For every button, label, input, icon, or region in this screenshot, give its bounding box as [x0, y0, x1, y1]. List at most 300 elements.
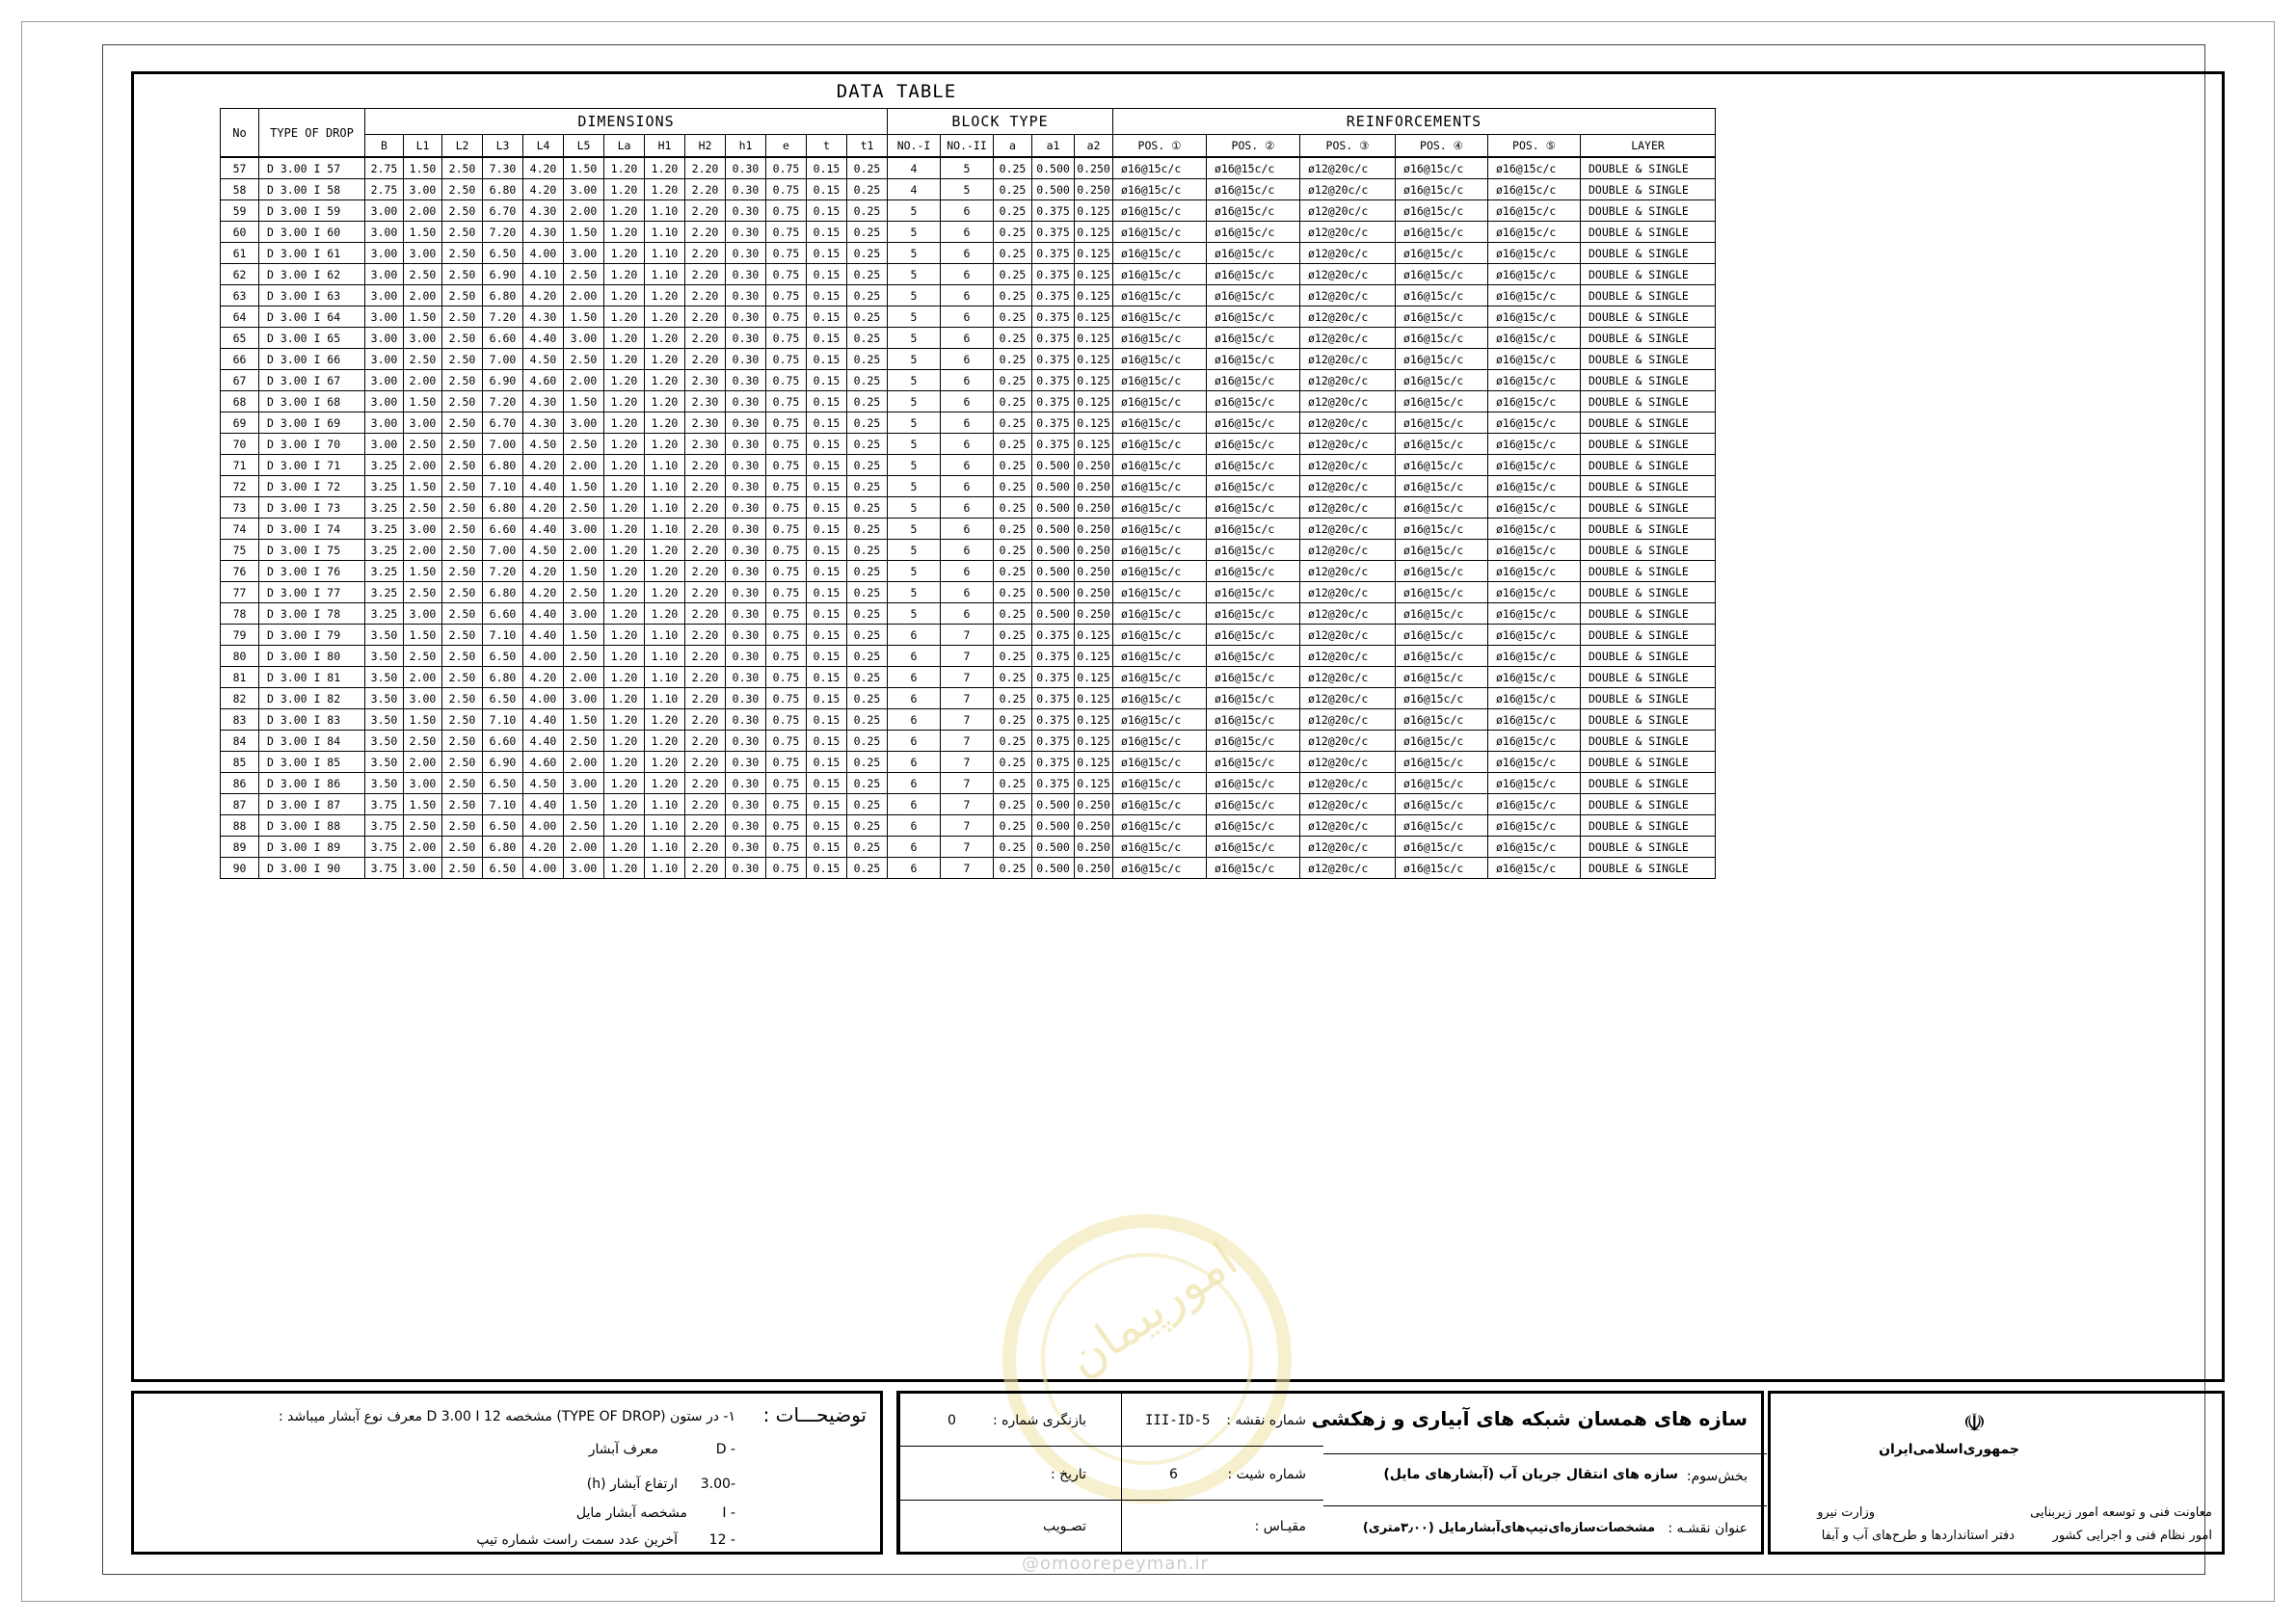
- table-cell: 1.20: [645, 603, 685, 625]
- table-cell: 2.50: [404, 731, 442, 752]
- table-cell: 6: [888, 752, 941, 773]
- table-row: [221, 773, 1716, 794]
- table-cell: D 3.00 I 79: [259, 625, 365, 646]
- table-cell: 0.25: [994, 412, 1032, 434]
- table-cell: 0.15: [807, 412, 847, 434]
- table-cell: ø16@15c/c: [1113, 731, 1207, 752]
- table-cell: ø16@15c/c: [1113, 646, 1207, 667]
- table-cell: 7.00: [483, 540, 523, 561]
- table-cell: 89: [221, 837, 259, 858]
- table-cell: 4.40: [523, 603, 564, 625]
- table-cell: ø16@15c/c: [1113, 837, 1207, 858]
- table-cell: ø16@15c/c: [1488, 370, 1581, 391]
- table-cell: 0.30: [726, 285, 766, 306]
- table-cell: 1.10: [645, 625, 685, 646]
- table-cell: 0.25: [994, 200, 1032, 222]
- table-cell: D 3.00 I 72: [259, 476, 365, 497]
- table-cell: ø16@15c/c: [1113, 222, 1207, 243]
- table-cell: ø16@15c/c: [1207, 157, 1300, 179]
- table-cell: 4.40: [523, 328, 564, 349]
- table-cell: DOUBLE & SINGLE: [1581, 582, 1716, 603]
- emblem-icon: ☫: [1962, 1409, 1986, 1438]
- table-cell: 2.00: [404, 285, 442, 306]
- table-cell: ø16@15c/c: [1113, 497, 1207, 519]
- table-cell: ø16@15c/c: [1488, 349, 1581, 370]
- table-row: [221, 455, 1716, 476]
- table-cell: 4.20: [523, 179, 564, 200]
- table-cell: 1.20: [604, 391, 645, 412]
- table-cell: 1.20: [604, 773, 645, 794]
- table-cell: 2.50: [442, 837, 483, 858]
- table-cell: 2.20: [685, 157, 726, 179]
- table-cell: ø16@15c/c: [1113, 582, 1207, 603]
- table-cell: ø16@15c/c: [1488, 306, 1581, 328]
- table-cell: 6: [941, 497, 994, 519]
- table-cell: 1.20: [645, 731, 685, 752]
- table-cell: ø16@15c/c: [1488, 858, 1581, 879]
- table-cell: 6: [888, 837, 941, 858]
- table-cell: 0.25: [847, 264, 888, 285]
- table-cell: 1.10: [645, 222, 685, 243]
- table-cell: 6: [941, 349, 994, 370]
- table-cell: DOUBLE & SINGLE: [1581, 497, 1716, 519]
- table-cell: D 3.00 I 68: [259, 391, 365, 412]
- table-cell: DOUBLE & SINGLE: [1581, 794, 1716, 815]
- table-cell: ø16@15c/c: [1396, 582, 1488, 603]
- table-cell: 3.50: [365, 688, 404, 709]
- table-cell: 1.20: [604, 688, 645, 709]
- table-cell: 0.75: [766, 370, 807, 391]
- table-cell: 6.50: [483, 243, 523, 264]
- scale-label: مقیـاس :: [1254, 1519, 1306, 1534]
- table-cell: 3.00: [564, 179, 604, 200]
- table-cell: 4.40: [523, 519, 564, 540]
- table-cell: 0.25: [994, 837, 1032, 858]
- table-cell: 0.125: [1075, 731, 1113, 752]
- table-cell: 0.375: [1032, 752, 1075, 773]
- table-cell: 2.50: [442, 370, 483, 391]
- table-cell: DOUBLE & SINGLE: [1581, 837, 1716, 858]
- table-cell: 1.50: [404, 157, 442, 179]
- table-cell: 6: [941, 412, 994, 434]
- table-cell: 1.20: [645, 157, 685, 179]
- table-cell: 1.20: [604, 370, 645, 391]
- table-cell: 3.00: [404, 412, 442, 434]
- table-cell: 0.25: [847, 837, 888, 858]
- table-row: [221, 540, 1716, 561]
- table-cell: 0.75: [766, 497, 807, 519]
- table-cell: 1.20: [645, 306, 685, 328]
- table-cell: D 3.00 I 84: [259, 731, 365, 752]
- table-row: [221, 603, 1716, 625]
- organization-block: [1768, 1391, 2225, 1555]
- table-cell: ø16@15c/c: [1488, 200, 1581, 222]
- table-cell: 4.00: [523, 646, 564, 667]
- table-cell: ø16@15c/c: [1113, 328, 1207, 349]
- table-cell: ø16@15c/c: [1396, 306, 1488, 328]
- revision-value: 0: [948, 1413, 956, 1428]
- table-cell: DOUBLE & SINGLE: [1581, 306, 1716, 328]
- table-cell: ø16@15c/c: [1113, 773, 1207, 794]
- table-cell: 0.25: [994, 603, 1032, 625]
- table-cell: ø16@15c/c: [1207, 306, 1300, 328]
- table-cell: 0.25: [994, 625, 1032, 646]
- country-name: جمهوری‌اسلامی‌ایران: [1879, 1442, 2019, 1457]
- table-cell: 0.25: [994, 752, 1032, 773]
- table-cell: 4.00: [523, 688, 564, 709]
- table-cell: 6.50: [483, 773, 523, 794]
- table-cell: ø16@15c/c: [1207, 349, 1300, 370]
- table-cell: ø16@15c/c: [1396, 688, 1488, 709]
- table-cell: 3.00: [404, 179, 442, 200]
- table-cell: 2.20: [685, 200, 726, 222]
- table-cell: ø16@15c/c: [1488, 773, 1581, 794]
- table-cell: 1.20: [604, 476, 645, 497]
- table-cell: 0.375: [1032, 264, 1075, 285]
- table-cell: 0.250: [1075, 455, 1113, 476]
- table-cell: D 3.00 I 66: [259, 349, 365, 370]
- table-cell: 2.50: [442, 625, 483, 646]
- table-cell: 4.30: [523, 391, 564, 412]
- table-cell: 0.25: [994, 157, 1032, 179]
- table-cell: 2.50: [442, 815, 483, 837]
- table-cell: ø16@15c/c: [1488, 688, 1581, 709]
- table-cell: 0.15: [807, 179, 847, 200]
- table-cell: 0.75: [766, 540, 807, 561]
- table-cell: 71: [221, 455, 259, 476]
- table-cell: 4.30: [523, 222, 564, 243]
- table-cell: 0.500: [1032, 179, 1075, 200]
- table-cell: ø16@15c/c: [1207, 858, 1300, 879]
- table-row: [221, 858, 1716, 879]
- table-cell: 2.50: [404, 582, 442, 603]
- table-cell: 1.20: [604, 646, 645, 667]
- table-cell: ø16@15c/c: [1396, 497, 1488, 519]
- table-cell: 3.75: [365, 837, 404, 858]
- table-cell: 1.20: [604, 222, 645, 243]
- table-cell: ø16@15c/c: [1396, 179, 1488, 200]
- table-cell: 83: [221, 709, 259, 731]
- table-cell: 1.50: [404, 561, 442, 582]
- table-cell: ø12@20c/c: [1300, 519, 1396, 540]
- table-cell: ø16@15c/c: [1113, 412, 1207, 434]
- table-cell: ø16@15c/c: [1207, 370, 1300, 391]
- table-cell: 60: [221, 222, 259, 243]
- table-cell: ø12@20c/c: [1300, 773, 1396, 794]
- table-cell: 0.375: [1032, 412, 1075, 434]
- table-cell: 0.30: [726, 306, 766, 328]
- table-cell: 1.20: [645, 412, 685, 434]
- table-cell: 0.30: [726, 773, 766, 794]
- table-cell: 0.250: [1075, 603, 1113, 625]
- table-cell: 0.30: [726, 837, 766, 858]
- table-cell: 1.20: [645, 709, 685, 731]
- table-cell: 82: [221, 688, 259, 709]
- table-cell: 0.30: [726, 731, 766, 752]
- table-cell: 86: [221, 773, 259, 794]
- table-cell: 0.500: [1032, 540, 1075, 561]
- table-cell: 0.125: [1075, 349, 1113, 370]
- table-cell: 3.00: [564, 412, 604, 434]
- table-cell: 4.50: [523, 349, 564, 370]
- table-cell: 3.75: [365, 815, 404, 837]
- table-cell: 0.125: [1075, 391, 1113, 412]
- table-cell: 6: [888, 667, 941, 688]
- table-cell: ø12@20c/c: [1300, 157, 1396, 179]
- table-cell: 0.30: [726, 625, 766, 646]
- table-cell: 1.10: [645, 264, 685, 285]
- table-cell: 0.125: [1075, 434, 1113, 455]
- table-cell: 3.25: [365, 476, 404, 497]
- table-cell: 6.50: [483, 815, 523, 837]
- table-row: [221, 625, 1716, 646]
- column-header: a1: [1032, 135, 1075, 158]
- table-cell: ø16@15c/c: [1207, 794, 1300, 815]
- table-cell: ø16@15c/c: [1396, 858, 1488, 879]
- table-cell: 2.50: [442, 434, 483, 455]
- table-cell: ø16@15c/c: [1396, 370, 1488, 391]
- table-cell: 0.25: [994, 497, 1032, 519]
- table-cell: 66: [221, 349, 259, 370]
- table-cell: ø16@15c/c: [1396, 200, 1488, 222]
- table-cell: 87: [221, 794, 259, 815]
- table-cell: ø12@20c/c: [1300, 815, 1396, 837]
- table-cell: 1.10: [645, 858, 685, 879]
- table-cell: 6.80: [483, 497, 523, 519]
- notes-item-4-text: آخرین عدد سمت راست شماره تیپ: [476, 1532, 678, 1548]
- table-cell: 2.20: [685, 815, 726, 837]
- table-cell: ø16@15c/c: [1113, 157, 1207, 179]
- table-title: DATA TABLE: [836, 81, 957, 102]
- table-cell: D 3.00 I 78: [259, 603, 365, 625]
- table-cell: 1.20: [604, 709, 645, 731]
- table-cell: 72: [221, 476, 259, 497]
- table-row: [221, 349, 1716, 370]
- table-cell: DOUBLE & SINGLE: [1581, 412, 1716, 434]
- table-cell: D 3.00 I 64: [259, 306, 365, 328]
- table-cell: D 3.00 I 76: [259, 561, 365, 582]
- table-cell: 2.50: [404, 349, 442, 370]
- table-cell: 0.25: [847, 306, 888, 328]
- table-cell: 0.250: [1075, 582, 1113, 603]
- watermark-logo-text: امورپیمان: [1056, 1231, 1248, 1389]
- table-cell: 0.500: [1032, 157, 1075, 179]
- table-cell: DOUBLE & SINGLE: [1581, 434, 1716, 455]
- table-cell: 0.500: [1032, 815, 1075, 837]
- table-cell: 2.20: [685, 455, 726, 476]
- table-cell: 0.375: [1032, 328, 1075, 349]
- table-cell: ø16@15c/c: [1488, 731, 1581, 752]
- column-header: POS. ⑤: [1488, 135, 1581, 158]
- table-row: [221, 582, 1716, 603]
- table-cell: 2.20: [685, 646, 726, 667]
- table-cell: ø16@15c/c: [1113, 540, 1207, 561]
- table-cell: ø16@15c/c: [1396, 540, 1488, 561]
- table-cell: 3.00: [404, 519, 442, 540]
- table-cell: 0.75: [766, 709, 807, 731]
- table-cell: 4: [888, 179, 941, 200]
- table-cell: ø16@15c/c: [1207, 625, 1300, 646]
- table-cell: 1.20: [645, 179, 685, 200]
- column-header: L1: [404, 135, 442, 158]
- table-cell: ø16@15c/c: [1113, 285, 1207, 306]
- notes-item-1-text: معرف آبشار: [588, 1442, 658, 1457]
- table-cell: 0.125: [1075, 625, 1113, 646]
- table-cell: 6.50: [483, 646, 523, 667]
- table-cell: ø16@15c/c: [1488, 794, 1581, 815]
- table-cell: 2.00: [564, 200, 604, 222]
- table-row: [221, 264, 1716, 285]
- table-cell: 1.50: [404, 709, 442, 731]
- table-cell: ø16@15c/c: [1488, 646, 1581, 667]
- table-cell: 0.75: [766, 285, 807, 306]
- table-cell: 7: [941, 625, 994, 646]
- column-header: NO.-I: [888, 135, 941, 158]
- table-cell: 2.50: [442, 476, 483, 497]
- table-cell: 1.20: [645, 582, 685, 603]
- table-cell: 1.50: [564, 157, 604, 179]
- table-cell: 2.20: [685, 731, 726, 752]
- table-cell: 6.70: [483, 200, 523, 222]
- table-cell: 6.80: [483, 837, 523, 858]
- table-cell: 6: [888, 815, 941, 837]
- table-cell: 6.80: [483, 667, 523, 688]
- table-cell: ø12@20c/c: [1300, 412, 1396, 434]
- table-cell: 5: [888, 519, 941, 540]
- table-cell: DOUBLE & SINGLE: [1581, 625, 1716, 646]
- table-cell: 5: [888, 370, 941, 391]
- table-cell: 0.25: [847, 179, 888, 200]
- table-cell: 0.75: [766, 667, 807, 688]
- table-cell: 2.50: [442, 646, 483, 667]
- table-cell: 61: [221, 243, 259, 264]
- table-cell: 0.15: [807, 476, 847, 497]
- table-cell: 1.50: [564, 794, 604, 815]
- table-cell: 7: [941, 731, 994, 752]
- table-cell: 0.30: [726, 391, 766, 412]
- table-cell: 1.20: [645, 328, 685, 349]
- table-cell: 5: [888, 243, 941, 264]
- table-cell: 5: [888, 391, 941, 412]
- table-cell: 6: [941, 434, 994, 455]
- table-cell: 0.75: [766, 476, 807, 497]
- table-row: [221, 752, 1716, 773]
- table-cell: 74: [221, 519, 259, 540]
- table-cell: 0.500: [1032, 497, 1075, 519]
- table-cell: 0.75: [766, 731, 807, 752]
- table-cell: 6: [941, 306, 994, 328]
- table-cell: 3.00: [365, 391, 404, 412]
- table-cell: 0.125: [1075, 285, 1113, 306]
- column-header: H1: [645, 135, 685, 158]
- table-cell: 2.50: [564, 264, 604, 285]
- table-cell: 4: [888, 157, 941, 179]
- table-cell: ø16@15c/c: [1488, 497, 1581, 519]
- table-cell: 6: [888, 794, 941, 815]
- table-cell: 0.30: [726, 688, 766, 709]
- table-cell: 7.10: [483, 794, 523, 815]
- table-cell: 0.75: [766, 200, 807, 222]
- table-cell: 3.25: [365, 540, 404, 561]
- table-row: [221, 391, 1716, 412]
- table-cell: ø12@20c/c: [1300, 179, 1396, 200]
- table-cell: 7: [941, 752, 994, 773]
- table-cell: 0.25: [994, 667, 1032, 688]
- table-cell: DOUBLE & SINGLE: [1581, 519, 1716, 540]
- table-cell: 0.25: [847, 200, 888, 222]
- table-cell: ø16@15c/c: [1488, 222, 1581, 243]
- table-cell: ø16@15c/c: [1207, 328, 1300, 349]
- table-cell: 0.75: [766, 434, 807, 455]
- table-cell: 2.50: [564, 582, 604, 603]
- table-cell: 0.15: [807, 667, 847, 688]
- table-cell: 0.25: [847, 497, 888, 519]
- table-cell: ø16@15c/c: [1113, 667, 1207, 688]
- table-cell: ø16@15c/c: [1113, 370, 1207, 391]
- table-cell: ø16@15c/c: [1488, 667, 1581, 688]
- watermark-url: @omoorepeyman.ir: [1022, 1554, 1209, 1574]
- table-cell: 7: [941, 794, 994, 815]
- table-cell: 2.30: [685, 391, 726, 412]
- table-cell: 0.75: [766, 179, 807, 200]
- table-cell: 2.20: [685, 519, 726, 540]
- table-cell: 0.500: [1032, 582, 1075, 603]
- table-cell: 4.20: [523, 157, 564, 179]
- table-cell: 0.75: [766, 603, 807, 625]
- table-cell: 75: [221, 540, 259, 561]
- table-cell: 2.50: [442, 285, 483, 306]
- table-cell: 0.30: [726, 667, 766, 688]
- table-cell: ø16@15c/c: [1207, 752, 1300, 773]
- table-cell: 0.25: [847, 370, 888, 391]
- table-row: [221, 200, 1716, 222]
- table-row: [221, 412, 1716, 434]
- table-row: [221, 646, 1716, 667]
- table-cell: 1.20: [604, 412, 645, 434]
- table-cell: 0.25: [847, 858, 888, 879]
- table-cell: DOUBLE & SINGLE: [1581, 455, 1716, 476]
- table-cell: 1.10: [645, 476, 685, 497]
- table-cell: 0.25: [994, 349, 1032, 370]
- table-cell: 0.15: [807, 603, 847, 625]
- table-cell: 5: [888, 264, 941, 285]
- table-cell: ø16@15c/c: [1207, 540, 1300, 561]
- table-cell: D 3.00 I 88: [259, 815, 365, 837]
- table-cell: 7.10: [483, 625, 523, 646]
- table-cell: ø16@15c/c: [1207, 519, 1300, 540]
- table-cell: 1.20: [604, 349, 645, 370]
- deputy-name: معاونت فنی و توسعه امور زیربنایی: [2030, 1505, 2212, 1520]
- table-cell: 0.25: [994, 773, 1032, 794]
- table-cell: 0.25: [847, 157, 888, 179]
- table-cell: ø12@20c/c: [1300, 455, 1396, 476]
- table-cell: 0.75: [766, 306, 807, 328]
- table-cell: 1.20: [645, 540, 685, 561]
- table-cell: D 3.00 I 60: [259, 222, 365, 243]
- table-cell: 2.20: [685, 561, 726, 582]
- table-cell: 0.25: [847, 646, 888, 667]
- table-cell: 0.25: [847, 731, 888, 752]
- table-cell: DOUBLE & SINGLE: [1581, 349, 1716, 370]
- table-cell: 0.500: [1032, 476, 1075, 497]
- table-cell: 0.125: [1075, 200, 1113, 222]
- table-cell: 3.75: [365, 858, 404, 879]
- table-cell: 6.80: [483, 455, 523, 476]
- table-cell: 1.10: [645, 794, 685, 815]
- table-cell: 2.00: [404, 667, 442, 688]
- table-cell: ø16@15c/c: [1207, 476, 1300, 497]
- table-cell: 0.75: [766, 625, 807, 646]
